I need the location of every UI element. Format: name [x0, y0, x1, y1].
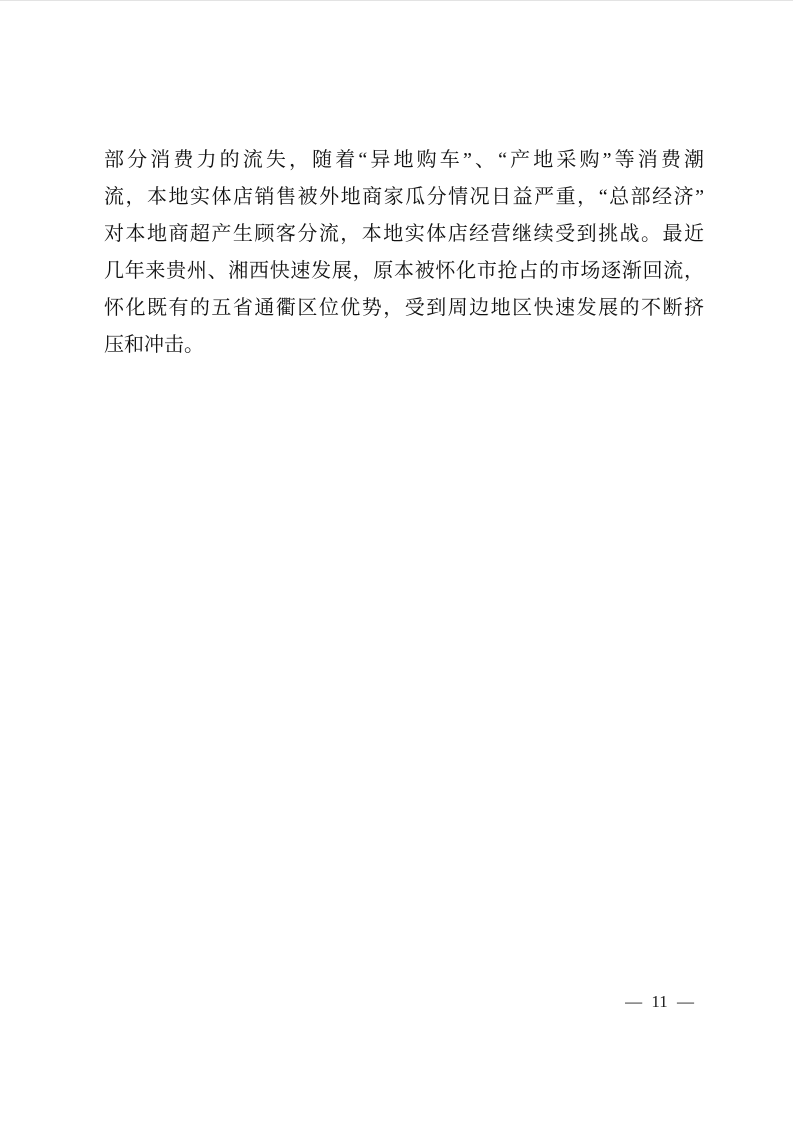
- page-number: — 11 —: [625, 992, 694, 1011]
- paragraph-line: 几年来贵州、湘西快速发展，原本被怀化市抢占的市场逐渐回流，: [104, 260, 704, 282]
- page-top-edge-line: [0, 0, 793, 1]
- paragraph-block: [104, 142, 704, 364]
- paragraph-line: 对本地商超产生顾客分流，本地实体店经营继续受到挑战。最近: [104, 223, 704, 245]
- paragraph-line: 怀化既有的五省通衢区位优势，受到周边地区快速发展的不断挤: [104, 297, 704, 319]
- paragraph-line: 部分消费力的流失，随着“异地购车”、“产地采购”等消费潮: [104, 149, 704, 171]
- page-footer: [0, 991, 793, 1015]
- paragraph-line-last: 压和冲击。: [104, 334, 204, 356]
- paragraph-line: 流，本地实体店销售被外地商家瓜分情况日益严重，“总部经济”: [104, 186, 704, 208]
